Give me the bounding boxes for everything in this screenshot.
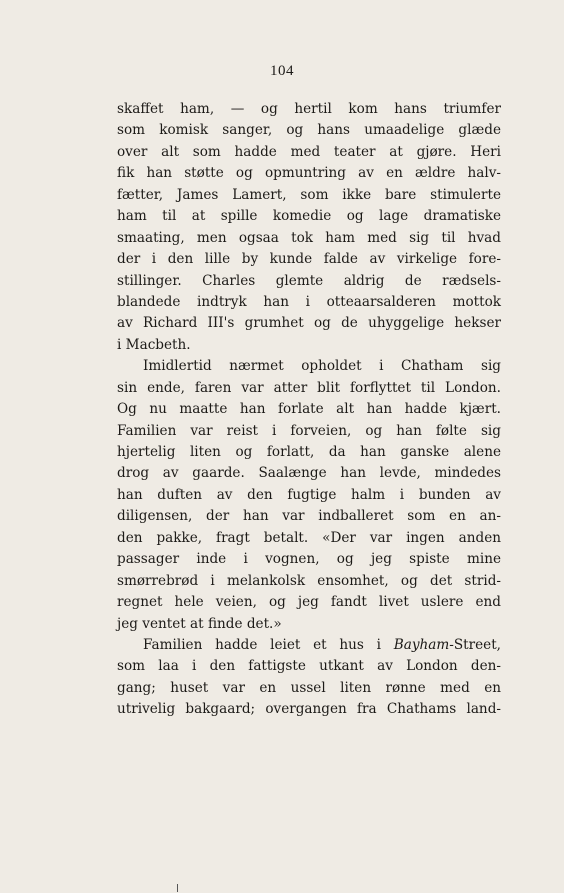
text-line: regnet hele veien, og jeg fandt livet uslere end [117,594,501,611]
text-line: fætter, James Lamert, som ikke bare stimulerte [117,186,501,203]
text-line: Familien var reist i forveien, og han følte sig [117,422,501,439]
text-line: Og nu maatte han forlate alt han hadde kjært. [117,401,501,418]
text-line: ham til at spille komedie og lage dramatiske [117,208,501,225]
text-line: som laa i den fattigste utkant av London den- [117,658,501,675]
text-line: Familien hadde leiet et hus i Bayham-Street, [143,636,501,653]
text-line: den pakke, fragt betalt. «Der var ingen anden [117,529,501,546]
text-line: smaating, men ogsaa tok ham med sig til hvad [117,229,501,246]
text-line: over alt som hadde med teater at gjøre. Heri [117,143,501,160]
text-line: sin ende, faren var atter blit forflyttet til London. [117,379,501,396]
text-line: fik han støtte og opmuntring av en ældre halv- [117,165,501,182]
page-number: 104 [270,63,294,79]
text-line: gang; huset var en ussel liten rønne med en [117,679,501,696]
text-line: som komisk sanger, og hans umaadelige glæde [117,122,501,139]
text-line: Imidlertid nærmet opholdet i Chatham sig [143,358,501,375]
text-line: utrivelig bakgaard; overgangen fra Chathams land- [117,701,501,718]
scan-mark [177,884,178,892]
text-line: drog av gaarde. Saalænge han levde, mindedes [117,465,501,482]
text-line: i Macbeth. [117,336,191,353]
text-line: der i den lille by kunde falde av virkelige fore- [117,251,501,268]
text-line: av Richard III's grumhet og de uhyggelige hekser [117,315,501,332]
text-line: diligensen, der han var indballeret som en an- [117,508,501,525]
text-line: smørrebrød i melankolsk ensomhet, og det strid- [117,572,501,589]
body-text [117,99,501,721]
text-line: hjertelig liten og forlatt, da han ganske alene [117,444,501,460]
text-line: passager inde i vognen, og jeg spiste mine [117,551,501,568]
text-line: han duften av den fugtige halm i bunden av [117,486,501,503]
text-line: jeg ventet at finde det.» [117,615,282,632]
italic-place-name: Bayham [393,636,450,653]
text-line: stillinger. Charles glemte aldrig de rædsels- [117,272,501,289]
text-line: skaffet ham, — og hertil kom hans triumfer [117,101,501,117]
text-line: blandede indtryk han i otteaarsalderen mottok [117,293,501,310]
